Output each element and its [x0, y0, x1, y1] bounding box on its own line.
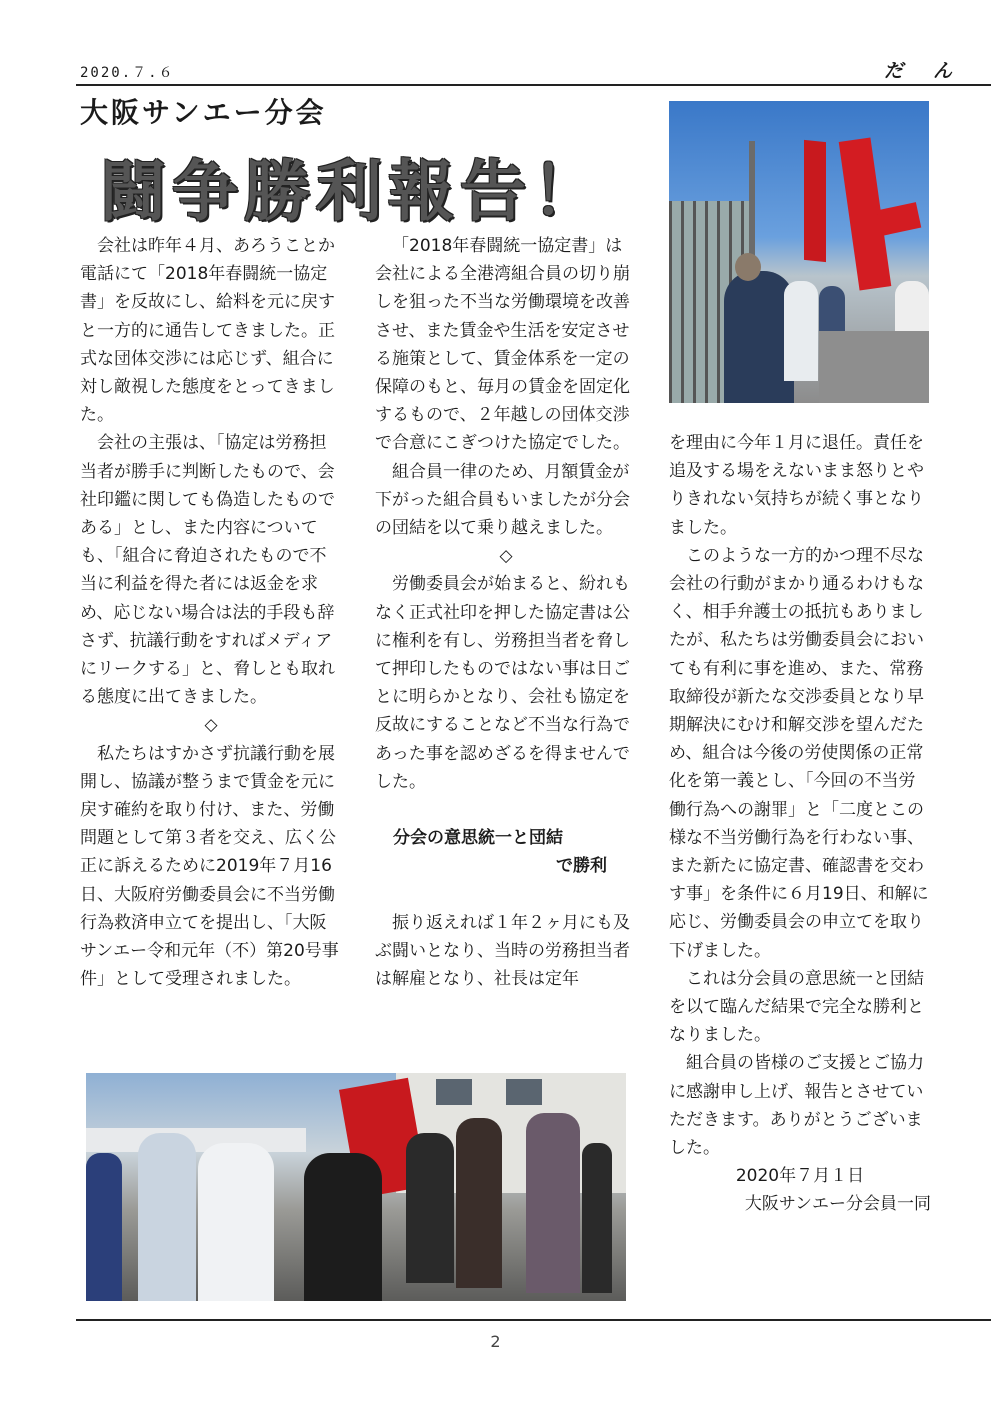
section-divider: ◇	[204, 715, 218, 736]
column-1	[80, 232, 342, 993]
paragraph: このような一方的かつ理不尽な会社の行動がまかり通るわけもなく、相手弁護士の抵抗もありましたが、私たちは労働委員会においても有利に事を進め、また、常務取締役が新たな交渉委員となり早期解決にむけ和解交渉を望んだため、組合は今後の労使関係の正常化を第一義とし、「今回の不当労働行為への謝罪」と「二度とこの様な不当労働行為を行わない事、また新たに協定書、確認書を交わす事」を条件に６月19日、和解に応じ、労働委員会の申立てを取り下げました。	[669, 545, 929, 961]
protest-photo-banners	[669, 101, 929, 403]
section-divider: ◇	[499, 546, 513, 567]
red-banner	[804, 140, 826, 262]
protest-photo-group	[86, 1073, 626, 1301]
person-head	[735, 253, 761, 281]
closing-date: 2020年７月１日	[735, 1166, 865, 1187]
section-heading: 分会の意思統一と団結	[393, 828, 563, 849]
column-2	[375, 232, 637, 993]
paragraph: 労働委員会が始まると、紛れもなく正式社印を押した協定書は公に権利を有し、労務担当者を脅して押印したものではない事は日ごとに明らかとなり、会社も協定を反故にすることなど不当な行為であった事を認めざるを得ませんでした。	[375, 574, 630, 792]
paragraph: これは分会員の意思統一と団結を以て臨んだ結果で完全な勝利となりました。	[669, 968, 924, 1046]
section-heading-continued: で勝利	[556, 856, 607, 877]
paragraph: 私たちはすかさず抗議行動を展開し、協議が整うまで賃金を元に戻す確約を取り付け、また、労働問題として第３者を交え、広く公正に訴えるために2019年７月16日、大阪府労働委員会に不当労働行為救済申立てを提出し、「大阪サンエー令和元年（不）第20号事件」として受理されました。	[80, 743, 339, 990]
signature: 大阪サンエー分会員一同	[744, 1194, 931, 1215]
paragraph: 「2018年春闘統一協定書」は会社による全港湾組合員の切り崩しを狙った不当な労働環境を改善させ、また賃金や生活を安定させる施策として、賃金体系を一定の保障のもと、毎月の賃金を固定化するもので、２年越しの団体交渉で合意にこぎつけた協定でした。	[375, 236, 630, 454]
road	[819, 331, 929, 403]
page-number: 2	[490, 1332, 501, 1351]
spacer	[375, 881, 637, 909]
paragraph: 振り返えれば１年２ヶ月にも及ぶ闘いとなり、当時の労務担当者は解雇となり、社長は定年	[375, 912, 630, 990]
paragraph: 会社の主張は、「協定は労務担当者が勝手に判断したもので、会社印鑑に関しても偽造したものである」とし、また内容についても、「組合に脅迫されたもので不当に利益を得た者には返金を求め、応じない場合は法的手段も辞さず、抗議行動をすればメディアにリークする」と、脅しとも取れる態度に出てきました。	[80, 433, 335, 708]
person	[526, 1113, 580, 1293]
issue-date: 2020.７.６	[80, 65, 175, 81]
article-subtitle: 大阪サンエー分会	[80, 96, 327, 129]
person	[582, 1143, 612, 1293]
red-flag	[877, 202, 922, 236]
bottom-rule	[76, 1319, 991, 1321]
paragraph: 会社は昨年４月、あろうことか電話にて「2018年春闘統一協定書」を反故にし、給料を元に戻すと一方的に通告してきました。正式な団体交渉には応じず、組合に対し敵視した態度をとってきました。	[80, 236, 335, 426]
spacer	[375, 796, 637, 824]
paragraph: を理由に今年１月に退任。責任を追及する場をえないまま怒りとやりきれない気持ちが続く事となりました。	[669, 433, 924, 538]
person	[198, 1143, 274, 1301]
person	[86, 1153, 122, 1301]
newsletter-name: だん	[884, 60, 983, 82]
top-rule	[76, 84, 991, 86]
parked-cars	[86, 1128, 306, 1152]
person	[784, 281, 818, 381]
article-title: 闘争勝利報告！	[100, 153, 604, 230]
person	[406, 1133, 454, 1283]
paragraph: 組合員一律のため、月額賃金が下がった組合員もいましたが分会の団結を以て乗り越えました。	[375, 461, 630, 539]
person	[138, 1133, 196, 1301]
building-window	[506, 1079, 542, 1105]
person	[456, 1118, 502, 1288]
person	[304, 1153, 382, 1301]
column-3	[669, 429, 931, 1219]
building-window	[436, 1079, 472, 1105]
paragraph: 組合員の皆様のご支援とご協力に感謝申し上げ、報告とさせていただきます。ありがとうございました。	[669, 1053, 924, 1159]
